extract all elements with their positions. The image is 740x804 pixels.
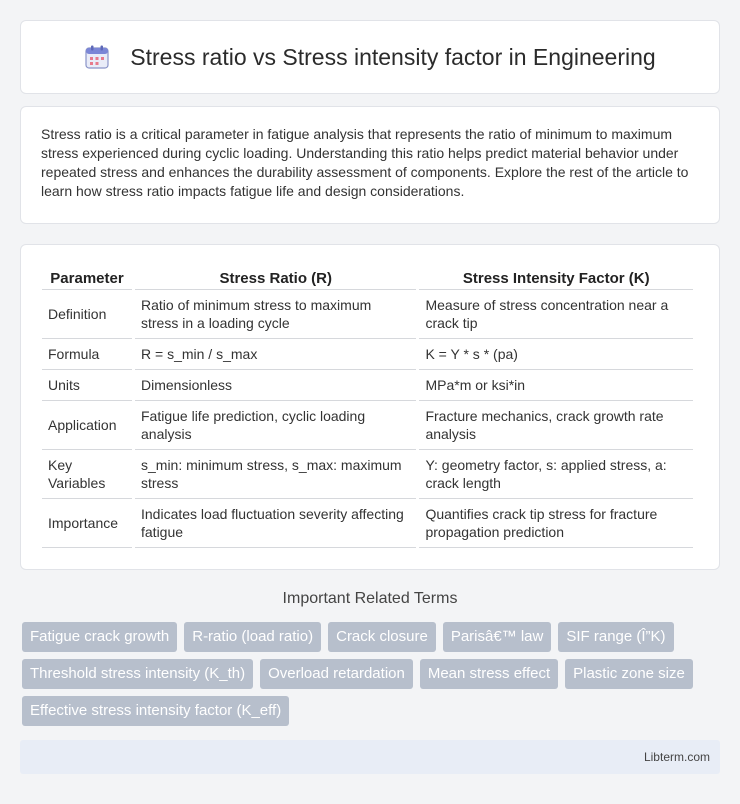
- table-row: [42, 450, 693, 499]
- related-terms-list: [22, 622, 722, 733]
- cell-stress-ratio: Dimensionless: [135, 370, 416, 401]
- header-parameter: Parameter: [42, 265, 132, 290]
- footer: [20, 740, 720, 774]
- related-terms-title: Important Related Terms: [282, 590, 458, 607]
- related-term-tag[interactable]: Mean stress effect: [420, 659, 558, 689]
- cell-stress-ratio: Indicates load fluctuation severity affecting fatigue: [135, 499, 416, 548]
- intro-text: Stress ratio is a critical parameter in fatigue analysis that represents the ratio of minimum to maximum stress experienced during cyclic loading. Understanding this ratio helps predict material behavior under repeated stress and enhances the durability assessment of components. Explore the rest of the article to learn how stress ratio impacts fatigue life and design considerations.: [41, 126, 689, 199]
- table-header-row: [42, 265, 693, 290]
- header-card: [20, 20, 720, 94]
- row-label: Definition: [42, 290, 132, 339]
- related-term-tag[interactable]: Crack closure: [328, 622, 436, 652]
- cell-stress-intensity: Quantifies crack tip stress for fracture propagation prediction: [419, 499, 693, 548]
- related-term-tag[interactable]: R-ratio (load ratio): [184, 622, 321, 652]
- table-row: [42, 499, 693, 548]
- table-row: [42, 290, 693, 339]
- related-term-tag[interactable]: SIF range (Î”K): [558, 622, 673, 652]
- cell-stress-intensity: MPa*m or ksi*in: [419, 370, 693, 401]
- related-term-tag[interactable]: Threshold stress intensity (K_th): [22, 659, 253, 689]
- calendar-icon: [84, 44, 110, 70]
- related-term-tag[interactable]: Plastic zone size: [565, 659, 693, 689]
- row-label: Key Variables: [42, 450, 132, 499]
- footer-site-link[interactable]: Libterm.com: [643, 750, 710, 764]
- row-label: Application: [42, 401, 132, 450]
- row-label: Units: [42, 370, 132, 401]
- cell-stress-ratio: Fatigue life prediction, cyclic loading analysis: [135, 401, 416, 450]
- header-stress-ratio: Stress Ratio (R): [135, 265, 416, 290]
- table-row: [42, 339, 693, 370]
- related-term-tag[interactable]: Overload retardation: [260, 659, 413, 689]
- related-term-tag[interactable]: Effective stress intensity factor (K_eff): [22, 696, 289, 726]
- page-title: Stress ratio vs Stress intensity factor in Engineering: [130, 43, 656, 70]
- header-stress-intensity: Stress Intensity Factor (K): [419, 265, 693, 290]
- cell-stress-intensity: Measure of stress concentration near a crack tip: [419, 290, 693, 339]
- cell-stress-intensity: Y: geometry factor, s: applied stress, a: crack length: [419, 450, 693, 499]
- table-row: [42, 401, 693, 450]
- comparison-table: [39, 265, 696, 548]
- cell-stress-ratio: s_min: minimum stress, s_max: maximum stress: [135, 450, 416, 499]
- cell-stress-intensity: K = Y * s * (pa): [419, 339, 693, 370]
- related-term-tag[interactable]: Parisâ€™ law: [443, 622, 552, 652]
- comparison-card: [20, 244, 720, 570]
- cell-stress-intensity: Fracture mechanics, crack growth rate analysis: [419, 401, 693, 450]
- cell-stress-ratio: Ratio of minimum stress to maximum stress in a loading cycle: [135, 290, 416, 339]
- intro-card: [20, 106, 720, 224]
- row-label: Importance: [42, 499, 132, 548]
- related-term-tag[interactable]: Fatigue crack growth: [22, 622, 177, 652]
- row-label: Formula: [42, 339, 132, 370]
- cell-stress-ratio: R = s_min / s_max: [135, 339, 416, 370]
- table-row: [42, 370, 693, 401]
